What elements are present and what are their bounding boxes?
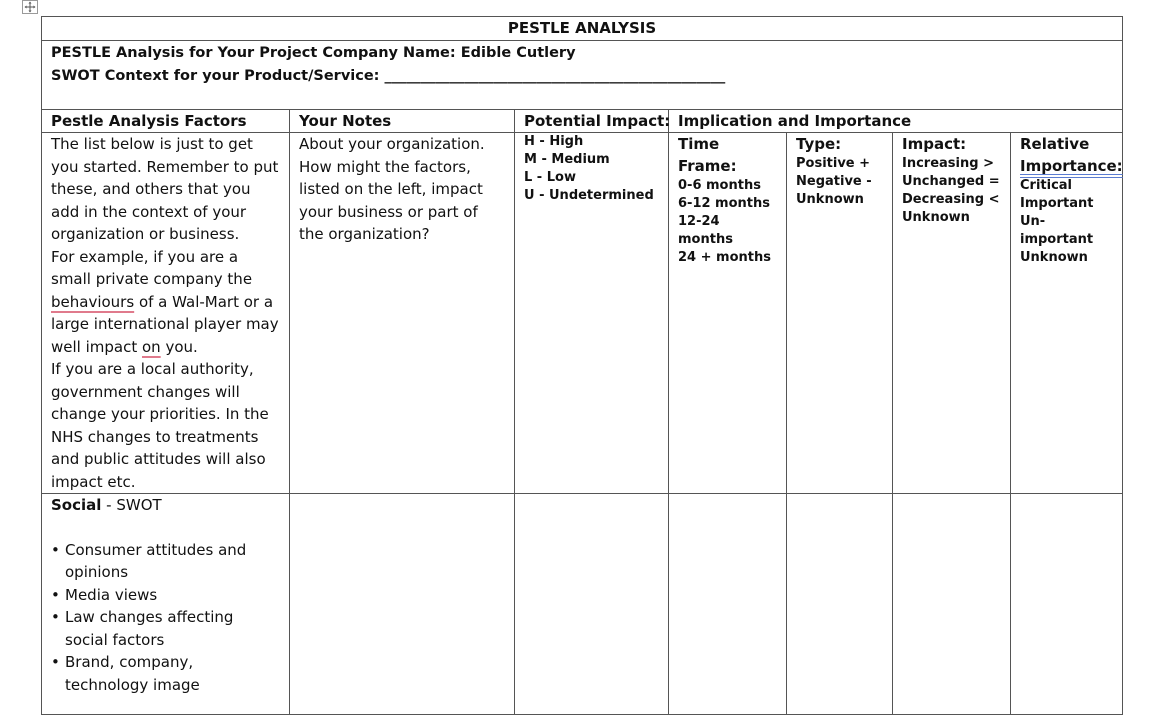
impact-trend-option: Unknown bbox=[902, 210, 970, 225]
impact-trend-option: Unchanged = bbox=[902, 174, 1000, 189]
impact-level-undetermined: U - Undetermined bbox=[524, 188, 654, 203]
time-frame-cell[interactable] bbox=[669, 133, 787, 494]
project-info-cell[interactable] bbox=[42, 40, 1123, 109]
time-frame-label: Time Frame: bbox=[678, 135, 737, 175]
time-frame-option: 24 + months bbox=[678, 250, 771, 265]
time-frame-option: 12-24 months bbox=[678, 214, 733, 247]
time-frame-option: 0-6 months bbox=[678, 178, 761, 193]
social-impact-trend-cell[interactable] bbox=[893, 494, 1011, 715]
factors-intro-cell[interactable] bbox=[42, 133, 290, 494]
list-item: • Consumer attitudes and opinions bbox=[64, 539, 280, 584]
social-type-cell[interactable] bbox=[787, 494, 893, 715]
social-heading: Social - SWOT bbox=[51, 496, 162, 514]
social-bullet-list bbox=[51, 539, 280, 697]
swot-context-line: SWOT Context for your Product/Service: _______________________________________________ bbox=[51, 67, 726, 84]
relative-importance-label-1: Relative bbox=[1020, 135, 1090, 153]
impact-level-high: H - High bbox=[524, 134, 584, 149]
impact-level-low: L - Low bbox=[524, 170, 576, 185]
social-notes-cell[interactable] bbox=[290, 494, 515, 715]
header-impact: Potential Impact: bbox=[515, 109, 669, 133]
header-notes: Your Notes bbox=[290, 109, 515, 133]
spell-flag-behaviours[interactable]: behaviours bbox=[51, 292, 135, 311]
type-option: Negative - bbox=[796, 174, 872, 189]
spell-flag-on[interactable]: on bbox=[142, 337, 161, 356]
notes-cell[interactable] bbox=[290, 133, 515, 494]
importance-option: Unknown bbox=[1020, 250, 1088, 265]
notes-text: About your organization. How might the factors, listed on the left, impact your business or part of the organization? bbox=[299, 135, 485, 243]
move-arrows-icon bbox=[23, 1, 37, 13]
type-label: Type: bbox=[796, 135, 842, 153]
social-importance-cell[interactable] bbox=[1011, 494, 1123, 715]
list-item: • Media views bbox=[64, 584, 280, 607]
social-impact-cell[interactable] bbox=[515, 494, 669, 715]
impact-levels-cell[interactable] bbox=[515, 133, 669, 494]
impact-trend-cell[interactable] bbox=[893, 133, 1011, 494]
impact-trend-option: Increasing > bbox=[902, 156, 994, 171]
impact-trend-label: Impact: bbox=[902, 135, 967, 153]
importance-option: Un-important bbox=[1020, 214, 1094, 247]
relative-importance-cell[interactable] bbox=[1011, 133, 1123, 494]
social-factors-cell[interactable] bbox=[42, 494, 290, 715]
importance-option: Critical bbox=[1020, 178, 1073, 193]
factors-intro-p1: The list below is just to get you started. Remember to put these, and others that you add in the context of your organization or business. bbox=[51, 135, 279, 243]
social-time-frame-cell[interactable] bbox=[669, 494, 787, 715]
list-item: • Law changes affecting social factors bbox=[64, 606, 280, 651]
factors-intro-p2: For example, if you are a small private company the behaviours of a Wal-Mart or a large international player may well impact on you. bbox=[51, 247, 279, 356]
impact-trend-option: Decreasing < bbox=[902, 192, 1000, 207]
type-option: Positive + bbox=[796, 156, 871, 171]
type-option: Unknown bbox=[796, 192, 864, 207]
header-factors: Pestle Analysis Factors bbox=[42, 109, 290, 133]
type-cell[interactable] bbox=[787, 133, 893, 494]
importance-option: Important bbox=[1020, 196, 1094, 211]
pestle-table bbox=[41, 16, 1123, 715]
table-title: PESTLE ANALYSIS bbox=[42, 17, 1123, 41]
list-item: • Brand, company, technology image bbox=[64, 651, 280, 696]
relative-importance-label-2[interactable]: Importance: bbox=[1020, 157, 1123, 175]
table-move-handle[interactable] bbox=[22, 0, 38, 14]
header-implication: Implication and Importance bbox=[669, 109, 1123, 133]
factors-intro-p3: If you are a local authority, government changes will change your priorities. In the NHS changes to treatments and public attitudes will also impact etc. bbox=[51, 360, 269, 491]
time-frame-option: 6-12 months bbox=[678, 196, 770, 211]
impact-level-medium: M - Medium bbox=[524, 152, 610, 167]
project-company-line: PESTLE Analysis for Your Project Company Name: Edible Cutlery bbox=[51, 44, 576, 61]
